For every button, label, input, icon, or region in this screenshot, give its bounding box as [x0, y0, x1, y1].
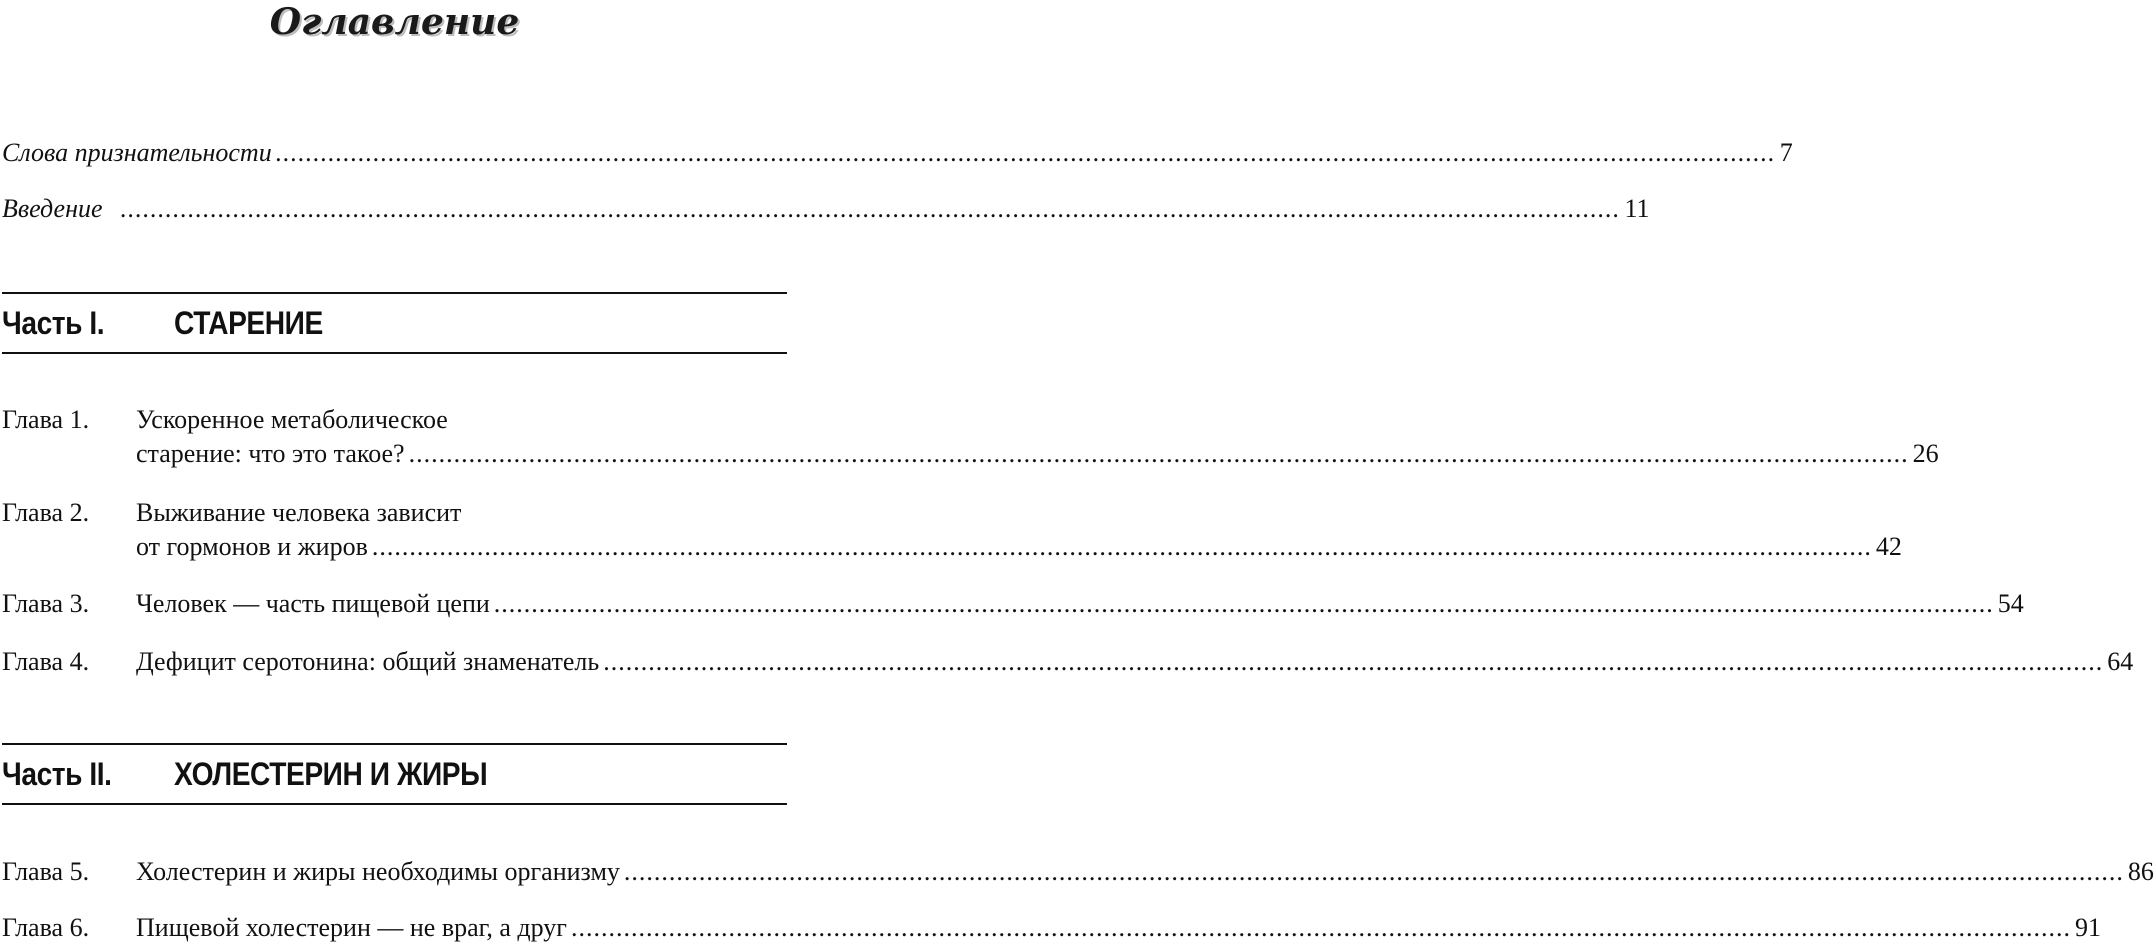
chapter-title-line1: Выживание человека зависит [136, 498, 462, 527]
toc-chapter-5[interactable] [2, 855, 2154, 889]
chapter-label: Глава 4. [2, 647, 90, 676]
toc-entry-label: Введение [2, 194, 103, 223]
part-name: СТАРЕНИЕ [174, 304, 323, 341]
part-heading-2 [2, 743, 787, 805]
dot-leader: ........................................................................................................................................................................................................ [570, 913, 2071, 942]
toc-chapter-1[interactable] [2, 403, 1939, 471]
toc-page-number: 54 [1997, 589, 2024, 618]
part-number: Часть II. [2, 755, 112, 792]
toc-page-number: 11 [1624, 194, 1650, 223]
dot-leader: ........................................................................................................................................................................................................ [408, 439, 1909, 468]
chapter-title-line2: от гормонов и жиров [136, 532, 368, 561]
chapter-title: Пищевой холестерин — не враг, а друг [136, 913, 567, 942]
dot-leader: ........................................................................................................................................................................................................ [623, 857, 2124, 886]
part-number: Часть I. [2, 304, 105, 341]
dot-leader: ........................................................................................................................................................................................................ [603, 647, 2104, 676]
chapter-label: Глава 2. [2, 498, 90, 527]
part-name: ХОЛЕСТЕРИН И ЖИРЫ [174, 755, 488, 792]
part-heading-1 [2, 292, 787, 354]
dot-leader: ........................................................................................................................................................................................................ [371, 532, 1872, 561]
chapter-title: Дефицит серотонина: общий знаменатель [136, 647, 600, 676]
toc-chapter-2[interactable] [2, 496, 1902, 564]
toc-page-number: 91 [2074, 913, 2101, 942]
toc-page-number: 7 [1779, 138, 1793, 167]
toc-chapter-3[interactable] [2, 587, 2024, 621]
toc-page-number: 26 [1912, 439, 1939, 468]
chapter-label: Глава 5. [2, 857, 90, 886]
toc-page-number: 42 [1875, 532, 1902, 561]
toc-page-number: 86 [2127, 857, 2154, 886]
toc-chapter-4[interactable] [2, 645, 2134, 679]
dot-leader: ........................................................................................................................................................................................................ [275, 138, 1776, 167]
dot-leader: ........................................................................................................................................................................................................ [493, 589, 1994, 618]
dot-leader: ........................................................................................................................................................................................................ [120, 194, 1621, 223]
chapter-title: Холестерин и жиры необходимы организму [136, 857, 620, 886]
chapter-title: Человек — часть пищевой цепи [136, 589, 490, 618]
toc-entry-introduction[interactable] [2, 193, 1650, 225]
toc-page-number: 64 [2107, 647, 2134, 676]
toc-entry-label: Слова признательности [2, 138, 272, 167]
chapter-title-line2: старение: что это такое? [136, 439, 405, 468]
chapter-label: Глава 6. [2, 913, 90, 942]
toc-chapter-6[interactable] [2, 911, 2101, 945]
toc-entry-acknowledgements[interactable] [2, 137, 1793, 169]
chapter-title-line1: Ускоренное метаболическое [136, 405, 448, 434]
chapter-label: Глава 1. [2, 405, 90, 434]
toc-title: Оглавление [269, 1, 520, 43]
chapter-label: Глава 3. [2, 589, 90, 618]
